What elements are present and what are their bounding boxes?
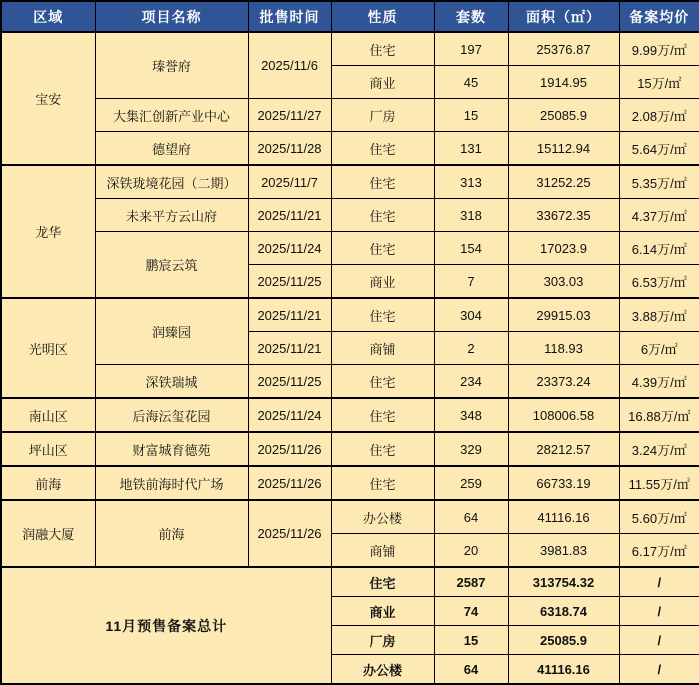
- cell-price: 2.08万/㎡: [619, 99, 699, 132]
- cell-date: 2025/11/25: [248, 265, 331, 299]
- column-header-price: 备案均价: [619, 1, 699, 32]
- cell-price: 6.53万/㎡: [619, 265, 699, 299]
- cell-type: 商铺: [331, 534, 434, 568]
- table-row: [1, 466, 699, 500]
- cell-project: 深铁珑境花园（二期）: [95, 165, 248, 199]
- cell-region: 前海: [1, 466, 95, 500]
- cell-units: 329: [434, 432, 508, 466]
- cell-type: 住宅: [331, 298, 434, 332]
- cell-date: 2025/11/26: [248, 500, 331, 567]
- cell-area: 25085.9: [508, 99, 619, 132]
- cell-date: 2025/11/21: [248, 298, 331, 332]
- cell-type: 住宅: [331, 132, 434, 166]
- cell-units: 348: [434, 398, 508, 432]
- cell-area: 33672.35: [508, 199, 619, 232]
- table-row: [1, 99, 699, 132]
- table-row: [1, 365, 699, 399]
- cell-area: 6318.74: [508, 597, 619, 626]
- cell-area: 29915.03: [508, 298, 619, 332]
- cell-type: 住宅: [331, 398, 434, 432]
- cell-date: 2025/11/25: [248, 365, 331, 399]
- table-row: [1, 500, 699, 534]
- cell-date: 2025/11/24: [248, 232, 331, 265]
- cell-region: 润融大厦: [1, 500, 95, 567]
- cell-area: 66733.19: [508, 466, 619, 500]
- cell-units: 20: [434, 534, 508, 568]
- cell-type: 商业: [331, 597, 434, 626]
- cell-price: /: [619, 655, 699, 685]
- cell-date: 2025/11/21: [248, 199, 331, 232]
- cell-project: 鹏宸云筑: [95, 232, 248, 299]
- cell-type: 商铺: [331, 332, 434, 365]
- cell-area: 303.03: [508, 265, 619, 299]
- cell-price: 6万/㎡: [619, 332, 699, 365]
- summary-row: [1, 567, 699, 597]
- column-header-date: 批售时间: [248, 1, 331, 32]
- cell-type: 住宅: [331, 199, 434, 232]
- cell-project: 后海沄玺花园: [95, 398, 248, 432]
- table-row: [1, 432, 699, 466]
- cell-units: 318: [434, 199, 508, 232]
- cell-type: 办公楼: [331, 655, 434, 685]
- cell-area: 25376.87: [508, 32, 619, 66]
- cell-price: 6.17万/㎡: [619, 534, 699, 568]
- cell-units: 2: [434, 332, 508, 365]
- table-row: [1, 199, 699, 232]
- cell-area: 3981.83: [508, 534, 619, 568]
- cell-units: 259: [434, 466, 508, 500]
- cell-units: 64: [434, 500, 508, 534]
- cell-area: 15112.94: [508, 132, 619, 166]
- cell-date: 2025/11/28: [248, 132, 331, 166]
- header-row: [1, 1, 699, 32]
- table-row: [1, 232, 699, 265]
- cell-price: /: [619, 626, 699, 655]
- cell-type: 办公楼: [331, 500, 434, 534]
- cell-price: 5.35万/㎡: [619, 165, 699, 199]
- cell-type: 住宅: [331, 165, 434, 199]
- cell-type: 住宅: [331, 432, 434, 466]
- cell-date: 2025/11/7: [248, 165, 331, 199]
- table-row: [1, 132, 699, 166]
- cell-units: 304: [434, 298, 508, 332]
- cell-units: 74: [434, 597, 508, 626]
- cell-price: 15万/㎡: [619, 66, 699, 99]
- cell-project: 瑧誉府: [95, 32, 248, 99]
- cell-date: 2025/11/26: [248, 466, 331, 500]
- table-row: [1, 32, 699, 66]
- cell-price: /: [619, 567, 699, 597]
- column-header-units: 套数: [434, 1, 508, 32]
- cell-area: 41116.16: [508, 655, 619, 685]
- cell-area: 17023.9: [508, 232, 619, 265]
- column-header-project: 项目名称: [95, 1, 248, 32]
- cell-units: 234: [434, 365, 508, 399]
- cell-price: 6.14万/㎡: [619, 232, 699, 265]
- cell-date: 2025/11/24: [248, 398, 331, 432]
- cell-project: 润臻园: [95, 298, 248, 365]
- cell-area: 1914.95: [508, 66, 619, 99]
- table-row: [1, 298, 699, 332]
- cell-project: 前海: [95, 500, 248, 567]
- cell-date: 2025/11/26: [248, 432, 331, 466]
- cell-project: 德望府: [95, 132, 248, 166]
- cell-type: 住宅: [331, 567, 434, 597]
- cell-units: 313: [434, 165, 508, 199]
- cell-price: 9.99万/㎡: [619, 32, 699, 66]
- cell-project: 财富城育德苑: [95, 432, 248, 466]
- cell-price: 11.55万/㎡: [619, 466, 699, 500]
- cell-type: 厂房: [331, 99, 434, 132]
- cell-project: 深铁瑞城: [95, 365, 248, 399]
- column-header-area: 面积（㎡）: [508, 1, 619, 32]
- cell-area: 41116.16: [508, 500, 619, 534]
- cell-price: 3.24万/㎡: [619, 432, 699, 466]
- cell-date: 2025/11/27: [248, 99, 331, 132]
- cell-region: 南山区: [1, 398, 95, 432]
- cell-units: 15: [434, 99, 508, 132]
- cell-area: 313754.32: [508, 567, 619, 597]
- cell-area: 23373.24: [508, 365, 619, 399]
- cell-area: 108006.58: [508, 398, 619, 432]
- cell-project: 大集汇创新产业中心: [95, 99, 248, 132]
- column-header-type: 性质: [331, 1, 434, 32]
- cell-region: 光明区: [1, 298, 95, 398]
- cell-area: 25085.9: [508, 626, 619, 655]
- cell-date: 2025/11/21: [248, 332, 331, 365]
- cell-price: 4.39万/㎡: [619, 365, 699, 399]
- table-row: [1, 398, 699, 432]
- cell-project: 地铁前海时代广场: [95, 466, 248, 500]
- cell-units: 64: [434, 655, 508, 685]
- cell-units: 131: [434, 132, 508, 166]
- cell-units: 197: [434, 32, 508, 66]
- cell-type: 住宅: [331, 232, 434, 265]
- cell-price: 16.88万/㎡: [619, 398, 699, 432]
- cell-region: 坪山区: [1, 432, 95, 466]
- cell-units: 45: [434, 66, 508, 99]
- cell-area: 118.93: [508, 332, 619, 365]
- table-row: [1, 165, 699, 199]
- cell-project: 未来平方云山府: [95, 199, 248, 232]
- cell-type: 住宅: [331, 466, 434, 500]
- cell-price: 5.60万/㎡: [619, 500, 699, 534]
- cell-area: 31252.25: [508, 165, 619, 199]
- cell-type: 住宅: [331, 32, 434, 66]
- cell-price: 5.64万/㎡: [619, 132, 699, 166]
- summary-label: 11月预售备案总计: [1, 567, 331, 684]
- cell-units: 2587: [434, 567, 508, 597]
- cell-type: 厂房: [331, 626, 434, 655]
- column-header-region: 区域: [1, 1, 95, 32]
- cell-price: 4.37万/㎡: [619, 199, 699, 232]
- cell-units: 15: [434, 626, 508, 655]
- cell-type: 住宅: [331, 365, 434, 399]
- cell-price: /: [619, 597, 699, 626]
- cell-type: 商业: [331, 265, 434, 299]
- cell-region: 龙华: [1, 165, 95, 298]
- cell-units: 154: [434, 232, 508, 265]
- cell-region: 宝安: [1, 32, 95, 165]
- cell-date: 2025/11/6: [248, 32, 331, 99]
- cell-type: 商业: [331, 66, 434, 99]
- cell-units: 7: [434, 265, 508, 299]
- cell-area: 28212.57: [508, 432, 619, 466]
- cell-price: 3.88万/㎡: [619, 298, 699, 332]
